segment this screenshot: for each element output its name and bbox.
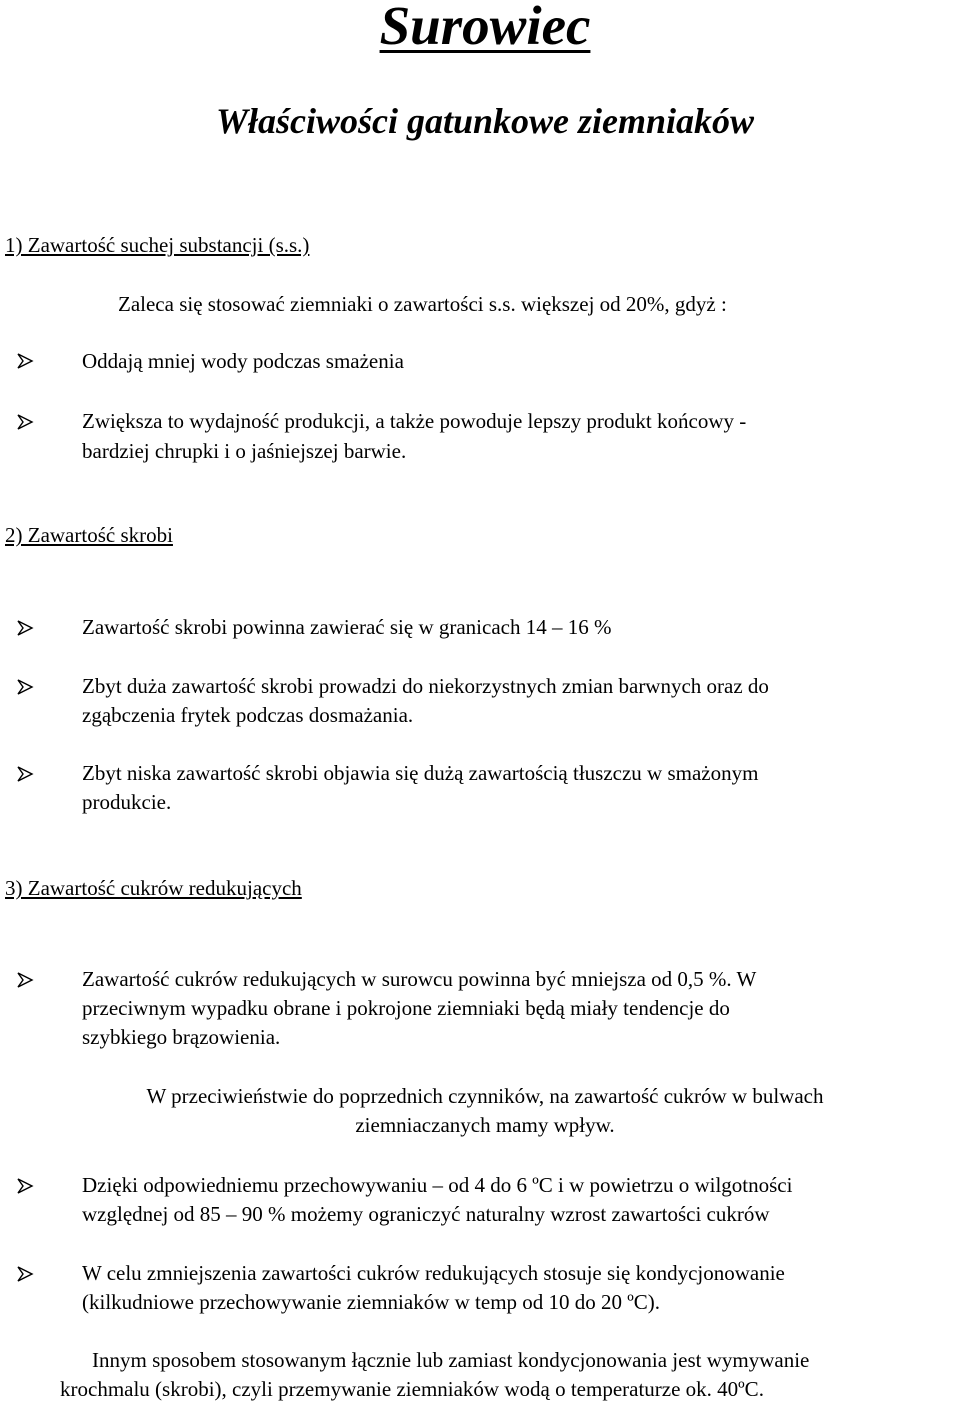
section-3-bullet-1-line-3: szybkiego brązowienia. (82, 1025, 281, 1049)
section-1-bullet-2-line-2: bardziej chrupki i o jaśniejszej barwie. (82, 439, 407, 463)
closing-line-1: Innym sposobem stosowanym łącznie lub zamiast kondycjonowania jest wymywanie (92, 1348, 810, 1372)
arrow-bullet-icon (16, 619, 34, 637)
arrow-bullet-icon (16, 1265, 34, 1283)
section-1-bullet-2-line-1: Zwiększa to wydajność produkcji, a także powoduje lepszy produkt końcowy - (82, 409, 747, 433)
section-3-bullet-3-line-1: W celu zmniejszenia zawartości cukrów redukujących stosuje się kondycjonowanie (82, 1261, 785, 1285)
section-3-bullet-3-line-2: (kilkudniowe przechowywanie ziemniaków w temp od 10 do 20 ºC). (82, 1290, 661, 1314)
arrow-bullet-icon (16, 765, 34, 783)
section-1-bullet-1: Oddają mniej wody podczas smażenia (82, 349, 404, 373)
arrow-bullet-icon (16, 971, 34, 989)
section-3-centered-line-1: W przeciwieństwie do poprzednich czynników, na zawartość cukrów w bulwach (146, 1084, 824, 1108)
section-2-heading: 2) Zawartość skrobi (5, 523, 173, 547)
section-3-bullet-2-line-2: względnej od 85 – 90 % możemy ograniczyć naturalny wzrost zawartości cukrów (82, 1202, 770, 1226)
arrow-bullet-icon (16, 413, 34, 431)
arrow-bullet-icon (16, 678, 34, 696)
section-2-bullet-2-line-2: zgąbczenia frytek podczas dosmażania. (82, 703, 414, 727)
section-1-intro: Zaleca się stosować ziemniaki o zawartości s.s. większej od 20%, gdyż : (118, 292, 727, 316)
section-3-bullet-1-line-1: Zawartość cukrów redukujących w surowcu powinna być mniejsza od 0,5 %. W (82, 967, 757, 991)
section-2-bullet-1: Zawartość skrobi powinna zawierać się w granicach 14 – 16 % (82, 615, 612, 639)
section-2-bullet-3-line-1: Zbyt niska zawartość skrobi objawia się dużą zawartością tłuszczu w smażonym (82, 761, 759, 785)
page-title: Surowiec (379, 0, 591, 56)
section-1-heading: 1) Zawartość suchej substancji (s.s.) (5, 233, 310, 257)
section-3-centered-line-2: ziemniaczanych mamy wpływ. (355, 1113, 615, 1137)
section-3-bullet-1-line-2: przeciwnym wypadku obrane i pokrojone ziemniaki będą miały tendencje do (82, 996, 730, 1020)
closing-line-2: krochmalu (skrobi), czyli przemywanie ziemniaków wodą o temperaturze ok. 40ºC. (60, 1377, 764, 1401)
page-subtitle: Właściwości gatunkowe ziemniaków (215, 101, 755, 141)
section-3-heading: 3) Zawartość cukrów redukujących (5, 876, 302, 900)
section-2-bullet-2-line-1: Zbyt duża zawartość skrobi prowadzi do niekorzystnych zmian barwnych oraz do (82, 674, 769, 698)
arrow-bullet-icon (16, 1177, 34, 1195)
arrow-bullet-icon (16, 352, 34, 370)
section-3-bullet-2-line-1: Dzięki odpowiedniemu przechowywaniu – od 4 do 6 ºC i w powietrzu o wilgotności (82, 1173, 793, 1197)
section-2-bullet-3-line-2: produkcie. (82, 790, 172, 814)
